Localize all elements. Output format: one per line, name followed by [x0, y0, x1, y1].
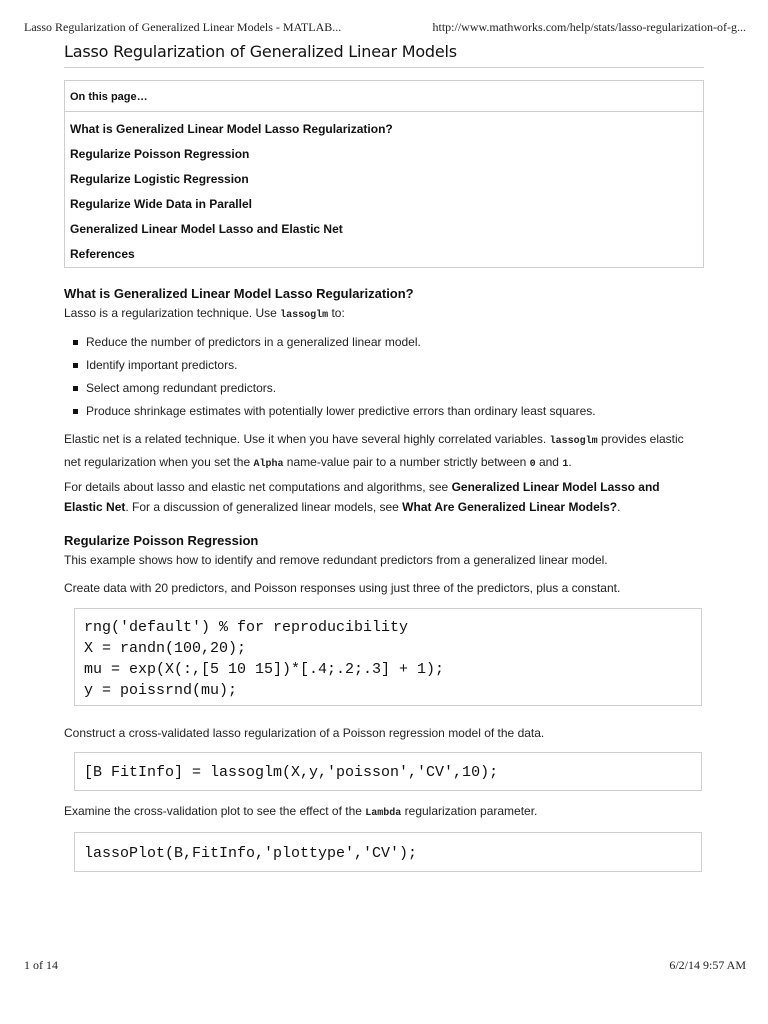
intro-text: Lasso is a regularization technique. Use [64, 306, 281, 320]
elastic-net-paragraph [64, 429, 689, 475]
intro-text-end: to: [328, 306, 345, 320]
elastic-text-4: and [535, 455, 563, 469]
toc-link-references[interactable]: References [70, 247, 135, 261]
print-header [24, 20, 746, 36]
print-footer [24, 958, 746, 974]
poisson-intro-paragraph: This example shows how to identify and remove redundant predictors from a generalized linear model. [64, 553, 608, 567]
toc-link-poisson[interactable]: Regularize Poisson Regression [70, 147, 250, 161]
code-line: lassoPlot(B,FitInfo,'plottype','CV'); [84, 845, 418, 862]
list-item [72, 402, 702, 425]
code-zero: 0 [529, 459, 536, 470]
elastic-text-5: . [568, 455, 572, 469]
bullet-icon [73, 409, 78, 414]
code-block-lassoglm [74, 752, 702, 791]
lasso-uses-list [72, 333, 702, 425]
list-item [72, 379, 702, 402]
toc-header: On this page… [65, 81, 703, 112]
lasso-intro-paragraph [64, 303, 704, 326]
examine-plot-paragraph [64, 801, 704, 824]
details-text-3: . [617, 500, 621, 514]
examine-text-1: Examine the cross-validation plot to see the effect of the [64, 804, 366, 818]
on-this-page-box [64, 80, 704, 268]
details-paragraph [64, 477, 689, 517]
print-header-title: Lasso Regularization of Generalized Linear Models - MATLAB... [24, 20, 342, 34]
print-header-url: http://www.mathworks.com/help/stats/lasso-regularization-of-g... [432, 20, 746, 34]
code-lassoglm: lassoglm [280, 310, 329, 321]
page-title: Lasso Regularization of Generalized Linear Models [64, 42, 704, 68]
list-item-text: Reduce the number of predictors in a generalized linear model. [86, 335, 421, 349]
link-what-are-glms[interactable]: What Are Generalized Linear Models? [402, 500, 618, 514]
print-date: 6/2/14 9:57 AM [669, 958, 746, 972]
link-glm-lasso-elastic-net[interactable]: Generalized Linear Model Lasso and Elastic Net [64, 480, 660, 514]
toc-link-what-is-lasso[interactable]: What is Generalized Linear Model Lasso Regularization? [70, 122, 393, 136]
code-line: rng('default') % for reproducibility [84, 619, 409, 636]
bullet-icon [73, 340, 78, 345]
elastic-text-1: Elastic net is a related technique. Use it when you have several highly correlated variables. [64, 432, 550, 446]
list-item [72, 333, 702, 356]
details-text-2: . For a discussion of generalized linear models, see [125, 500, 403, 514]
code-alpha: Alpha [253, 459, 284, 470]
create-data-paragraph: Create data with 20 predictors, and Poisson responses using just three of the predictors, plus a constant. [64, 581, 621, 595]
code-line: mu = exp(X(:,[5 10 15])*[.4;.2;.3] + 1); [84, 661, 445, 678]
page-number: 1 of 14 [24, 958, 58, 972]
toc-link-wide-data[interactable]: Regularize Wide Data in Parallel [70, 197, 252, 211]
code-block-create-data [74, 608, 702, 706]
code-one: 1 [562, 459, 569, 470]
cross-validated-paragraph: Construct a cross-validated lasso regularization of a Poisson regression model of the data. [64, 726, 545, 740]
code-lambda: Lambda [365, 808, 402, 819]
examine-text-2: regularization parameter. [401, 804, 538, 818]
section-heading-poisson: Regularize Poisson Regression [64, 533, 259, 548]
list-item-text: Produce shrinkage estimates with potentially lower predictive errors than ordinary least squares. [86, 404, 596, 418]
details-text-1: For details about lasso and elastic net computations and algorithms, see [64, 480, 452, 494]
code-block-lassoplot [74, 832, 702, 872]
elastic-text-3: name-value pair to a number strictly between [283, 455, 530, 469]
bullet-icon [73, 363, 78, 368]
elastic-text-2: provides elastic net regularization when you set the [64, 432, 684, 469]
section-heading-what-is-lasso: What is Generalized Linear Model Lasso Regularization? [64, 286, 414, 301]
toc-list [65, 117, 703, 267]
code-line: X = randn(100,20); [84, 640, 247, 657]
code-lassoglm: lassoglm [549, 436, 598, 447]
bullet-icon [73, 386, 78, 391]
toc-link-logistic[interactable]: Regularize Logistic Regression [70, 172, 249, 186]
list-item-text: Identify important predictors. [86, 358, 238, 372]
list-item-text: Select among redundant predictors. [86, 381, 277, 395]
code-line: [B FitInfo] = lassoglm(X,y,'poisson','CV',10); [84, 764, 499, 781]
toc-link-elastic-net[interactable]: Generalized Linear Model Lasso and Elastic Net [70, 222, 343, 236]
list-item [72, 356, 702, 379]
code-line: y = poissrnd(mu); [84, 682, 238, 699]
